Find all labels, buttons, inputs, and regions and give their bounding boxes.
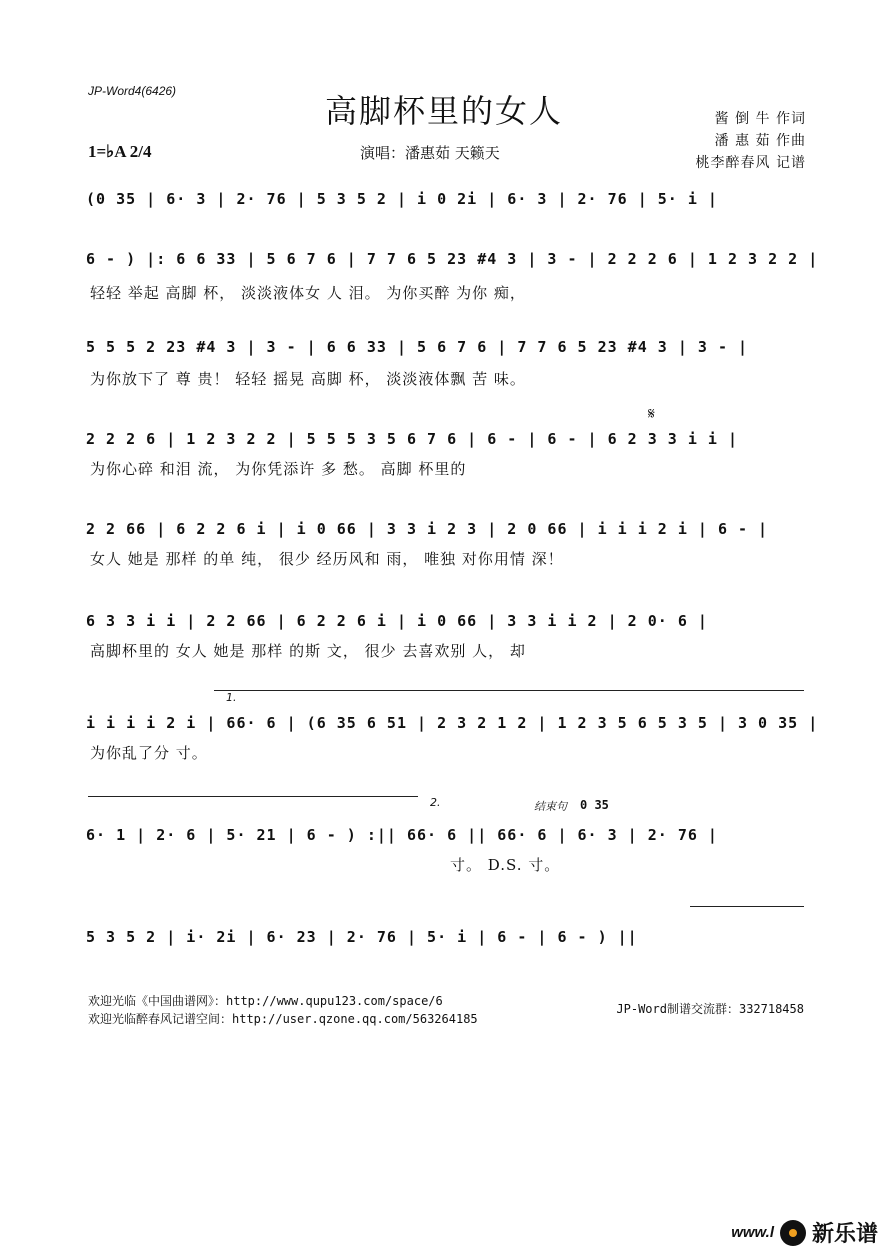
- score-line-4: 2 2 2 6 | 1 2 3 2 2 | 5 5 5 3 5 6 7 6 | 6 - | 6 - | 6 2 3 3 i i |: [86, 430, 738, 448]
- singer-line: 演唱：潘惠茹 天籁天: [360, 144, 500, 162]
- score-line-2: 6 - ) |: 6 6 33 | 5 6 7 6 | 7 7 6 5 23 #4 3 | 3 - | 2 2 2 6 | 1 2 3 2 2 |: [86, 250, 819, 268]
- record-disc-icon: [780, 1220, 806, 1246]
- ending-pickup: 0 35: [580, 798, 609, 812]
- lyric-line-5: 女人 她是 那样 的单 纯， 很少 经历风和 雨， 唯独 对你用情 深！: [90, 550, 564, 568]
- score-line-8: 6· 1 | 2· 6 | 5· 21 | 6 - ) :|| 66· 6 || 66· 6 | 6· 3 | 2· 76 |: [86, 826, 718, 844]
- watermark-url: www.l: [731, 1224, 774, 1241]
- composer-credit: 潘 惠 茹 作曲: [714, 133, 806, 149]
- score-line-9: 5 3 5 2 | i· 2i | 6· 23 | 2· 76 | 5· i | 6 - | 6 - ) ||: [86, 928, 638, 946]
- volta-1-bracket: [214, 690, 804, 691]
- footer-group-info: JP-Word制谱交流群：332718458: [616, 1002, 804, 1016]
- lyric-line-7: 为你乱了分 寸。: [90, 744, 208, 762]
- watermark-brand: 新乐谱: [811, 1222, 878, 1247]
- lyricist-credit: 酱 倒 牛 作词: [714, 111, 806, 127]
- footer-space-link[interactable]: 欢迎光临醉春风记谱空间：http://user.qzone.qq.com/563264185: [88, 1012, 478, 1026]
- lyric-line-2: 轻轻 举起 高脚 杯， 淡淡液体女 人 泪。 为你买醉 为你 痴，: [90, 284, 526, 302]
- key-signature: 1=♭A 2/4: [88, 142, 152, 161]
- transcriber-credit: 桃李醉春风 记谱: [695, 155, 806, 171]
- lyric-line-3: 为你放下了 尊 贵！ 轻轻 摇晃 高脚 杯， 淡淡液体飘 苦 味。: [90, 370, 526, 388]
- lyric-line-4: 为你心碎 和泪 流， 为你凭添许 多 愁。 高脚 杯里的: [90, 460, 467, 478]
- ending-label: 结束句: [534, 800, 567, 813]
- score-line-5: 2 2 66 | 6 2 2 6 i | i 0 66 | 3 3 i 2 3 | 2 0 66 | i i i 2 i | 6 - |: [86, 520, 769, 538]
- volta-1-label: 1.: [226, 691, 237, 704]
- lyric-line-8: 寸。 D.S. 寸。: [450, 856, 561, 874]
- score-line-7: i i i i 2 i | 66· 6 | (6 35 6 51 | 2 3 2 1 2 | 1 2 3 5 6 5 3 5 | 3 0 35 |: [86, 714, 819, 732]
- lyric-line-6: 高脚杯里的 女人 她是 那样 的斯 文， 很少 去喜欢别 人， 却: [90, 642, 526, 660]
- segno-sign: 𝄋: [648, 404, 655, 423]
- score-line-1: (0 35 | 6· 3 | 2· 76 | 5 3 5 2 | i 0 2i | 6· 3 | 2· 76 | 5· i |: [86, 190, 718, 208]
- score-line-3: 5 5 5 2 23 #4 3 | 3 - | 6 6 33 | 5 6 7 6 | 7 7 6 5 23 #4 3 | 3 - |: [86, 338, 749, 356]
- watermark-logo: [731, 1217, 878, 1248]
- footer-site-link[interactable]: 欢迎光临《中国曲谱网》：http://www.qupu123.com/space/6: [88, 994, 443, 1008]
- song-title: 高脚杯里的女人: [324, 92, 563, 130]
- software-label: JP-Word4(6426): [88, 84, 177, 98]
- score-line-6: 6 3 3 i i | 2 2 66 | 6 2 2 6 i | i 0 66 | 3 3 i i 2 | 2 0· 6 |: [86, 612, 708, 630]
- volta-2-label: 2.: [430, 796, 441, 809]
- volta-1-continuation: [88, 796, 418, 797]
- final-bracket: [690, 906, 804, 907]
